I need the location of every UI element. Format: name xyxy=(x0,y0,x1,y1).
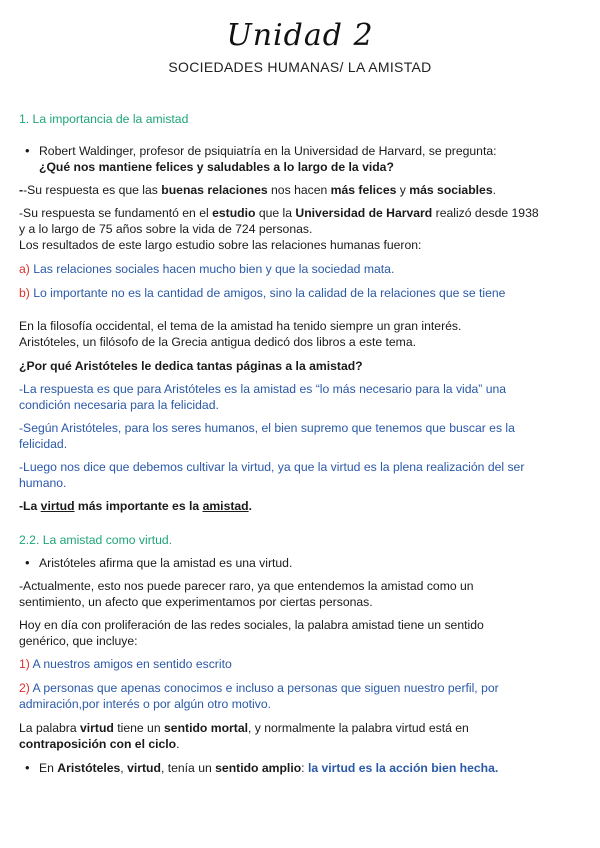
paragraph-line: Los resultados de este largo estudio sobre las relaciones humanas fueron: xyxy=(19,238,422,252)
item-1: 1) A nuestros amigos en sentido escrito xyxy=(19,657,232,671)
page-title: Unidad 2 xyxy=(226,18,374,53)
section-heading-1: 1. La importancia de la amistad xyxy=(19,112,189,126)
paragraph-line: contraposición con el ciclo. xyxy=(19,737,180,751)
conclusion: -La virtud más importante es la amistad. xyxy=(19,499,253,513)
item-2: 2) A personas que apenas conocimos e incluso a personas que siguen nuestro perfil, por xyxy=(19,681,499,695)
page-subtitle: SOCIEDADES HUMANAS/ LA AMISTAD xyxy=(168,59,432,75)
item-2-cont: admiración,por interés o por algún otro motivo. xyxy=(19,697,272,711)
answer-2: -Según Aristóteles, para los seres humanos, el bien supremo que tenemos que buscar es la xyxy=(19,421,515,435)
paragraph-line: Hoy en día con proliferación de las redes sociales, la palabra amistad tiene un sentido xyxy=(19,618,484,632)
paragraph-line: sentimiento, un afecto que experimentamos por ciertas personas. xyxy=(19,595,373,609)
list-item xyxy=(25,555,292,571)
paragraph-line: Aristóteles, un filósofo de la Grecia antigua dedicó dos libros a este tema. xyxy=(19,335,416,349)
paragraph-line: y a lo largo de 75 años sobre la vida de 724 personas. xyxy=(19,222,313,236)
answer-1: -La respuesta es que para Aristóteles es la amistad es “lo más necesario para la vida” una xyxy=(19,382,507,396)
paragraph-line: En la filosofía occidental, el tema de la amistad ha tenido siempre un gran interés. xyxy=(19,319,462,333)
answer-2-cont: felicidad. xyxy=(19,437,68,451)
list-item xyxy=(25,143,497,175)
answer-1-cont: condición necesaria para la felicidad. xyxy=(19,398,219,412)
result-b: b) Lo importante no es la cantidad de amigos, sino la calidad de la relaciones que se tiene xyxy=(19,286,506,300)
paragraph: --Su respuesta es que las buenas relaciones nos hacen más felices y más sociables. xyxy=(19,183,496,197)
paragraph-line: genérico, que incluye: xyxy=(19,634,138,648)
list-item: • En Aristóteles, virtud, tenía un sentido amplio: la virtud es la acción bien hecha. xyxy=(25,760,498,776)
bullet-text: • Robert Waldinger, profesor de psiquiatría en la Universidad de Harvard, se pregunta: xyxy=(39,144,497,158)
question: ¿Por qué Aristóteles le dedica tantas páginas a la amistad? xyxy=(19,359,363,373)
paragraph: -Su respuesta se fundamentó en el estudio que la Universidad de Harvard realizó desde 1938 xyxy=(19,206,539,220)
section-heading-2: 2.2. La amistad como virtud. xyxy=(19,533,173,547)
result-a: a) Las relaciones sociales hacen mucho bien y que la sociedad mata. xyxy=(19,262,395,276)
answer-3-cont: humano. xyxy=(19,476,67,490)
bullet-question: ¿Qué nos mantiene felices y saludables a lo largo de la vida? xyxy=(39,160,394,174)
paragraph: La palabra virtud tiene un sentido mortal, y normalmente la palabra virtud está en xyxy=(19,721,469,735)
answer-3: -Luego nos dice que debemos cultivar la virtud, ya que la virtud es la plena realización del ser xyxy=(19,460,525,474)
paragraph-line: -Actualmente, esto nos puede parecer raro, ya que entendemos la amistad como un xyxy=(19,579,474,593)
bullet-text: • Aristóteles afirma que la amistad es una virtud. xyxy=(39,556,293,570)
